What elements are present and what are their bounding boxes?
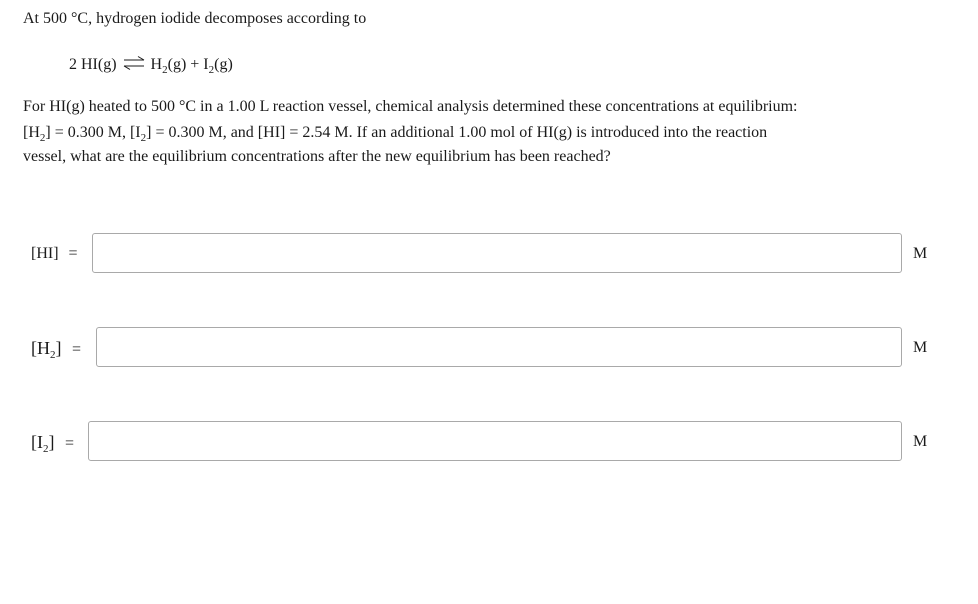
question-intro: At 500 °C, hydrogen iodide decomposes according to — [23, 10, 367, 27]
line1-b: heated to 500 °C in a 1.00 L reaction vessel, chemical analysis determined these concentrations at equilibrium: — [84, 98, 798, 115]
answer-unit-i2: M — [913, 433, 928, 450]
line2-i2-subscript: 2 — [140, 132, 147, 144]
reaction-left: 2 HI(g) — [69, 56, 117, 73]
line2-i2-rest: ] = 0.300 M, and [HI] = 2.54 M. If an additional 1.00 mol of — [146, 124, 537, 141]
reaction-i2-state: (g) — [214, 56, 233, 73]
question-line-3: vessel, what are the equilibrium concentrations after the new equilibrium has been reached? — [23, 148, 611, 165]
line2-h2-subscript: 2 — [39, 132, 46, 144]
answer-equals-hi: = — [68, 245, 78, 262]
answer-equals-i2: = — [65, 435, 75, 452]
answer-equals-h2: = — [72, 341, 82, 358]
answer-input-i2[interactable] — [88, 421, 902, 461]
answer-label-hi-text: [HI] — [31, 245, 59, 262]
answer-label-h2 — [31, 338, 81, 359]
answer-unit-h2: M — [913, 339, 928, 356]
answer-unit-hi: M — [913, 245, 928, 262]
line2-h2-rest: ] = 0.300 M, [I — [45, 124, 141, 141]
line2-hi: HI(g) — [536, 124, 573, 141]
line2-h2-open: [H — [23, 124, 40, 141]
line1-hi: HI(g) — [49, 98, 85, 115]
reaction-h2: H — [150, 56, 163, 73]
answer-label-i2-subscript: 2 — [43, 443, 49, 455]
answer-label-h2-open: [H — [31, 338, 50, 358]
answer-label-i2-close: ] — [48, 432, 55, 452]
answer-label-h2-subscript: 2 — [50, 349, 56, 361]
answer-label-i2 — [31, 432, 74, 453]
question-line-2 — [23, 123, 767, 143]
line1-a: For — [23, 98, 50, 115]
answer-input-hi[interactable] — [92, 233, 902, 273]
equilibrium-arrow-icon — [123, 56, 145, 70]
answer-input-h2[interactable] — [96, 327, 902, 367]
answer-label-hi — [31, 245, 78, 263]
question-line-1 — [23, 97, 797, 117]
reaction-equation — [69, 55, 233, 75]
answer-label-i2-open: [I — [31, 432, 43, 452]
answer-label-h2-close: ] — [55, 338, 62, 358]
line2-end: is introduced into the reaction — [572, 124, 768, 141]
reaction-i2-subscript: 2 — [208, 64, 215, 76]
reaction-h2-subscript: 2 — [162, 64, 168, 76]
reaction-h2-state: (g) + I — [167, 56, 209, 73]
